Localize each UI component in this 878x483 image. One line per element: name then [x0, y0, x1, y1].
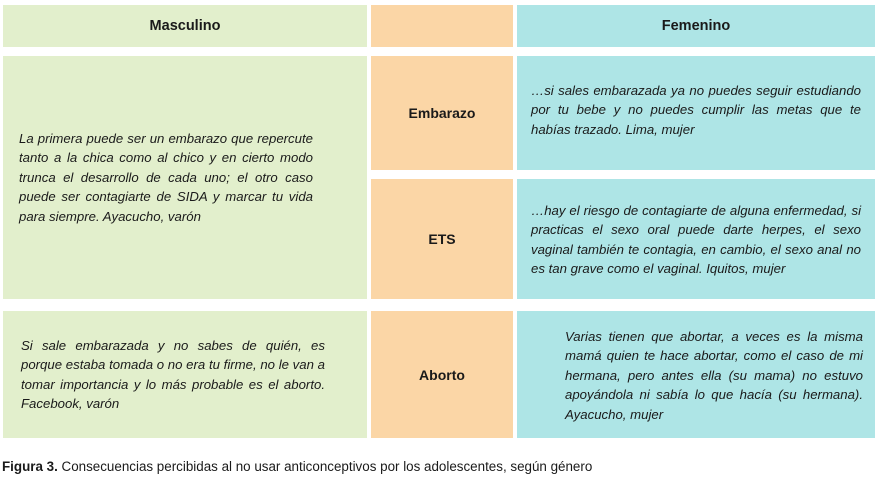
cell-femenino-aborto [517, 311, 875, 438]
cell-femenino-ets [517, 179, 875, 299]
cell-masculino-embarazo-ets [3, 56, 367, 299]
caption-label: Figura 3. [2, 459, 58, 474]
quote-femenino-aborto: Varias tienen que abortar, a veces es la misma mamá quien te hace abortar, como el caso de mi hermana, pero antes ella (su mama) no estuvo apoyándola ni sabía lo que hacía (su hermana). Ayacucho, mujer [565, 329, 863, 422]
header-femenino [517, 5, 875, 47]
cell-tema-ets [371, 179, 513, 299]
cell-femenino-embarazo [517, 56, 875, 170]
quote-femenino-ets: …hay el riesgo de contagiarte de alguna enfermedad, si practicas el sexo oral puede darte herpes, el sexo vaginal también te contagia, en cambio, el sexo anal no es tan grave como el vaginal. Iquitos, mujer [531, 203, 861, 277]
label-ets: ETS [428, 231, 456, 247]
header-tema [371, 5, 513, 47]
quote-masculino-embarazo-ets: La primera puede ser un embarazo que repercute tanto a la chica como al chico y en cierto modo trunca el desarrollo de cada uno; el otro caso puede ser contagiarte de SIDA y marcar tu vida para siempre. Ayacucho, varón [19, 130, 313, 224]
quote-masculino-aborto: Si sale embarazada y no sabes de quién, es porque estaba tomada o no era tu firme, no le van a tomar importancia y lo más probable es el aborto. Facebook, varón [21, 337, 325, 411]
figure-caption [2, 459, 592, 474]
label-embarazo: Embarazo [408, 105, 476, 121]
cell-masculino-aborto [3, 311, 367, 438]
header-masculino [3, 5, 367, 47]
cell-tema-aborto [371, 311, 513, 438]
cell-tema-embarazo [371, 56, 513, 170]
header-masculino-label: Masculino [149, 18, 221, 34]
quote-femenino-embarazo: …si sales embarazada ya no puedes seguir estudiando por tu bebe y no puedes cumplir las metas que te habías trazado. Lima, mujer [531, 83, 861, 137]
label-aborto: Aborto [419, 366, 465, 383]
caption-text: Consecuencias percibidas al no usar anticonceptivos por los adolescentes, según género [57, 459, 593, 474]
header-femenino-label: Femenino [661, 18, 731, 34]
